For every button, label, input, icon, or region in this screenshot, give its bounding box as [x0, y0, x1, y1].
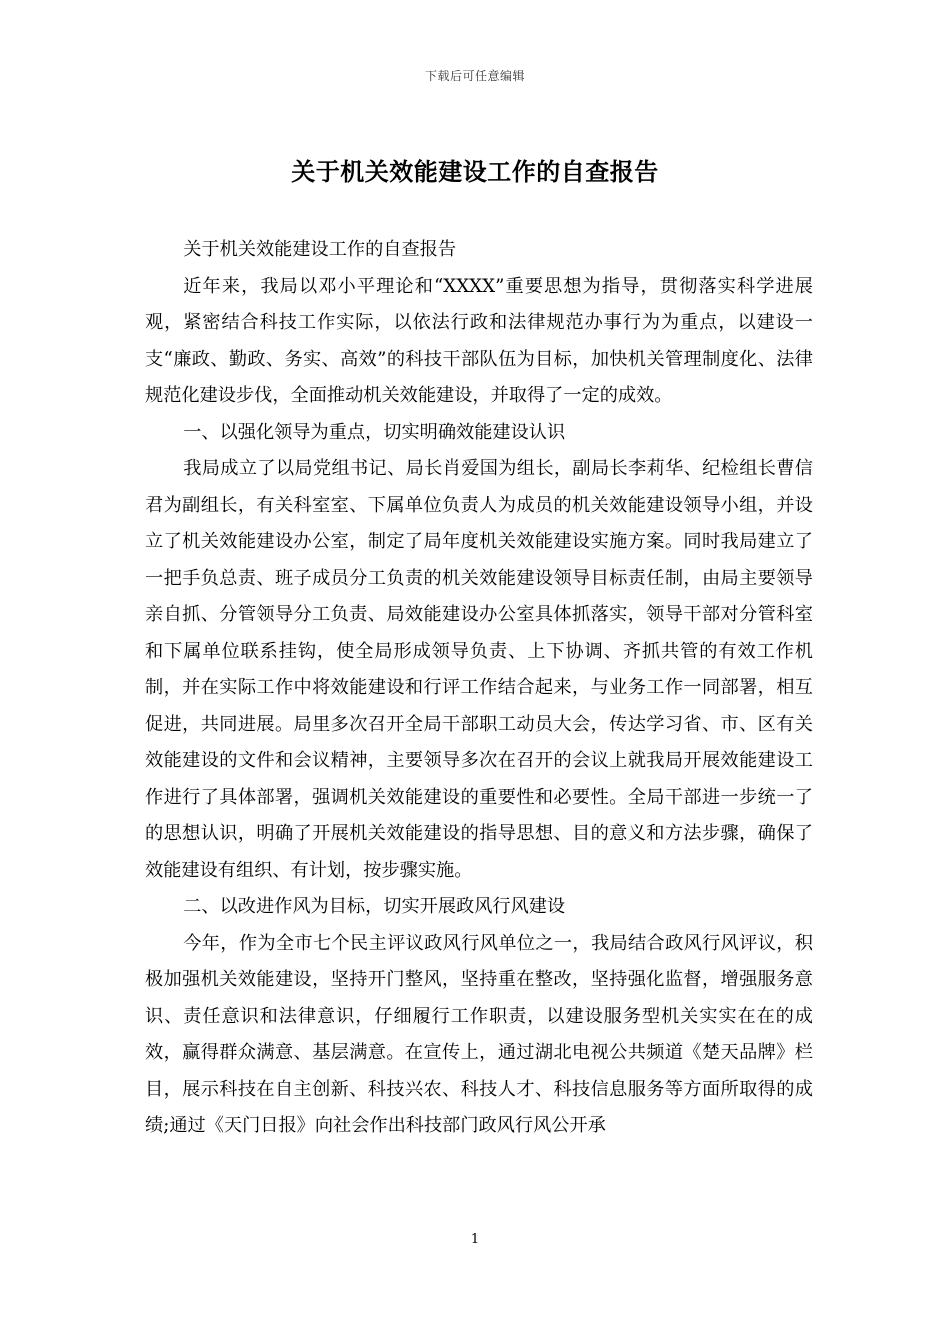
paragraph-subtitle: 关于机关效能建设工作的自查报告 — [183, 239, 457, 260]
section-heading-1: 一、以强化领导为重点，切实明确效能建设认识 — [183, 421, 566, 443]
page-number: 1 — [470, 1232, 480, 1247]
document-title: 关于机关效能建设工作的自查报告 — [291, 158, 659, 186]
paragraph-intro: 近年来，我局以邓小平理论和“XXXX”重要思想为指导，贯彻落实科学进展观，紧密结合科技工作实际，以依法行政和法律规范办事行为为重点，以建设一支“廉政、勤政、务实、高效”的科技干部队伍为目标，加快机关管理制度化、法律规范化建设步伐，全面推动机关效能建设，并取得了一定的成效。 — [145, 275, 813, 406]
section-heading-2: 二、以改进作风为目标，切实开展政风行风建设 — [183, 896, 566, 917]
header-note: 下载后可任意编辑 — [424, 69, 525, 83]
paragraph-section-2: 今年，作为全市七个民主评议政风行风单位之一，我局结合政风行风评议，积极加强机关效能建设，坚持开门整风，坚持重在整改，坚持强化监督，增强服务意识、责任意识和法律意识，仔细履行工作职责，以建设服务型机关实实在在的成效，赢得群众满意、基层满意。在宣传上，通过湖北电视公共频道《楚天品牌》栏目，展示科技在自主创新、科技兴农、科技人才、科技信息服务等方面所取得的成绩;通过《天门日报》向社会作出科技部门政风行风公开承 — [145, 932, 813, 1136]
paragraph-section-1: 我局成立了以局党组书记、局长肖爱国为组长，副局长李莉华、纪检组长曹信君为副组长，有关科室室、下属单位负责人为成员的机关效能建设领导小组，并设立了机关效能建设办公室，制定了局年度机关效能建设实施方案。同时我局建立了一把手负总责、班子成员分工负责的机关效能建设领导目标责任制，由局主要领导亲自抓、分管领导分工负责、局效能建设办公室具体抓落实，领导干部对分管科室和下属单位联系挂钩，使全局形成领导负责、上下协调、齐抓共管的有效工作机制，并在实际工作中将效能建设和行评工作结合起来，与业务工作一同部署，相互促进，共同进展。局里多次召开全局干部职工动员大会，传达学习省、市、区有关效能建设的文件和会议精神，主要领导多次在召开的会议上就我局开展效能建设工作进行了具体部署，强调机关效能建设的重要性和必要性。全局干部进一步统一了的思想认识，明确了开展机关效能建设的指导思想、目的意义和方法步骤，确保了效能建设有组织、有计划，按步骤实施。 — [145, 458, 813, 881]
document-body — [145, 232, 813, 1145]
